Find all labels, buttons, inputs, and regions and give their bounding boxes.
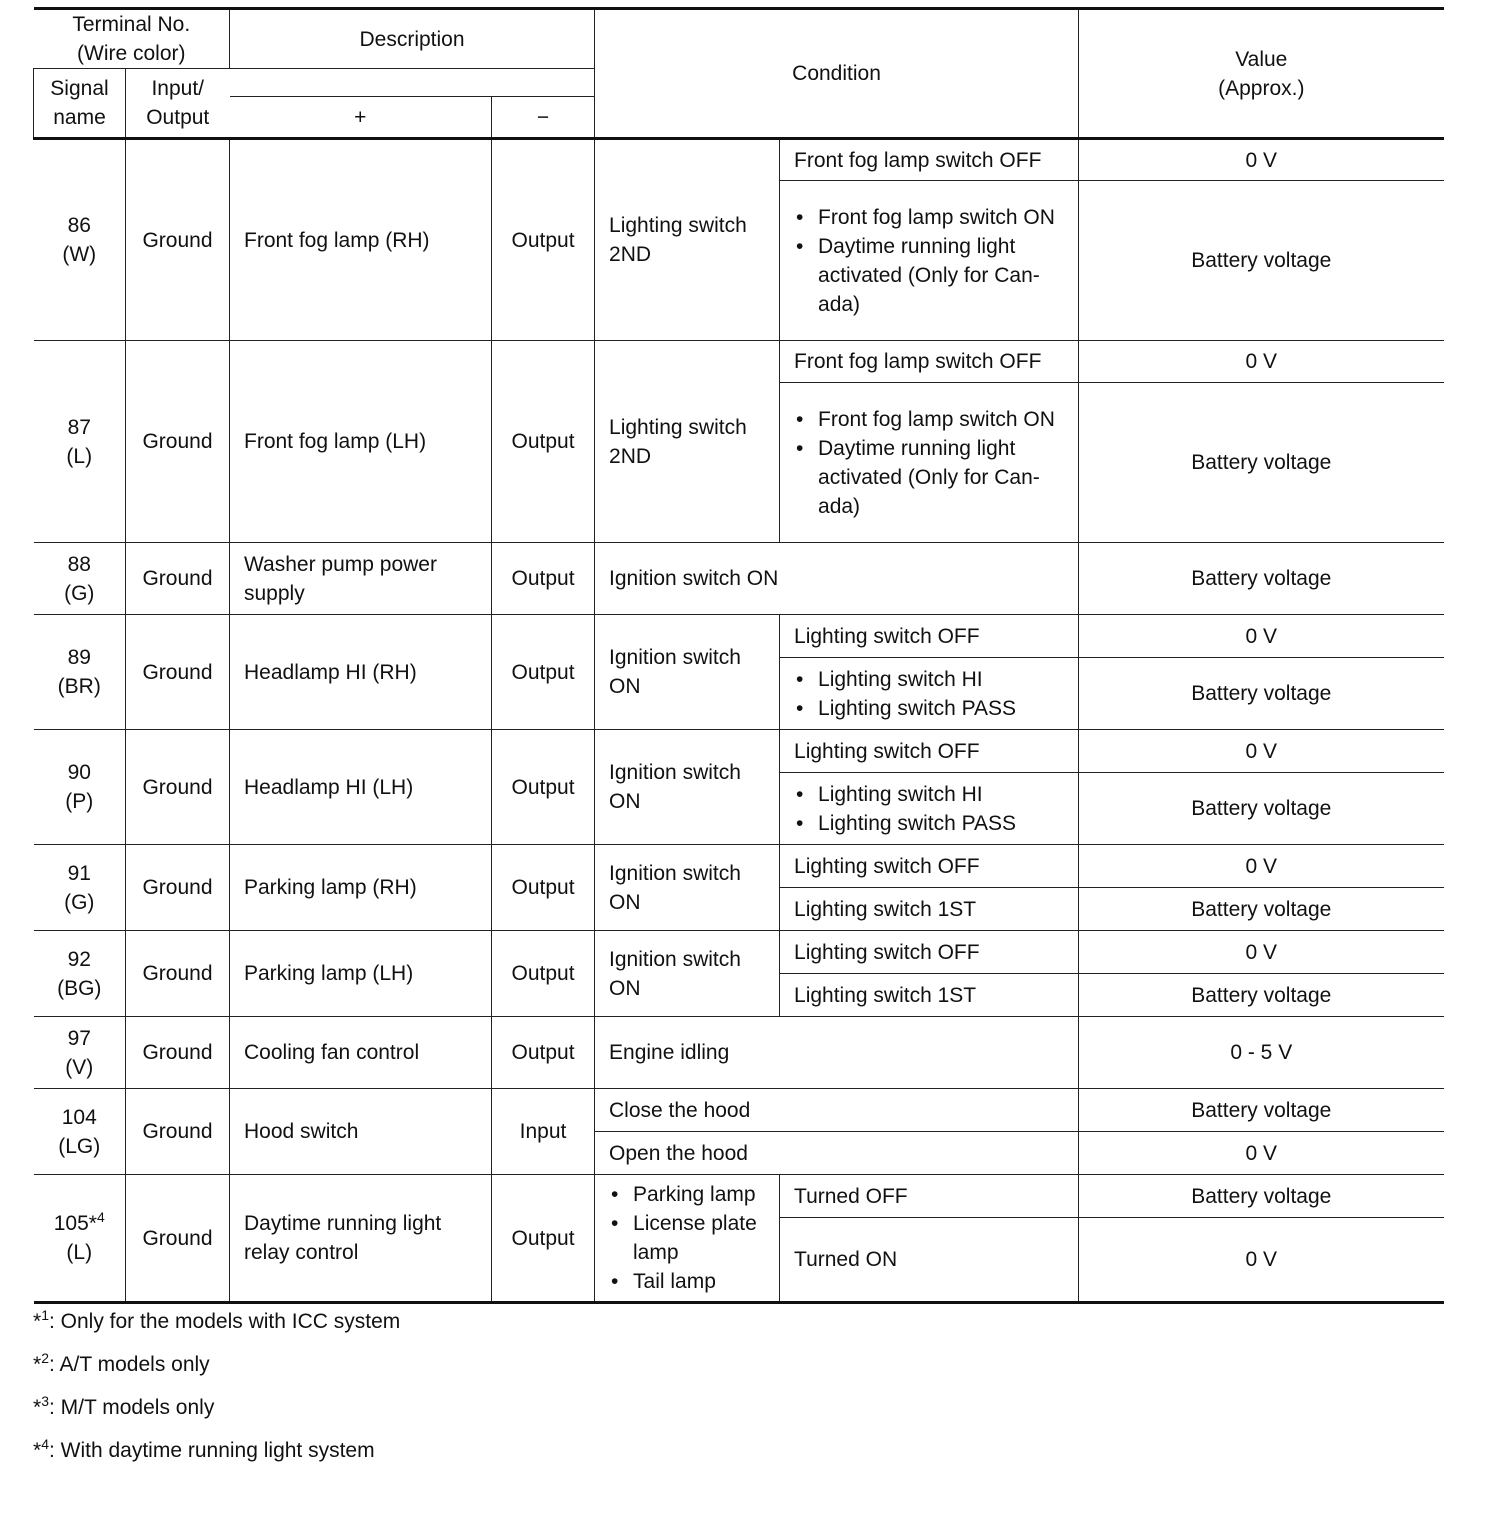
value-header: [1079, 9, 1444, 139]
wire-color-label: (Wire color): [77, 42, 186, 65]
footnote-3: [33, 1386, 400, 1429]
signal-name: Parking lamp (LH): [230, 931, 492, 1017]
footnote-text: : With daytime running light system: [48, 1439, 375, 1462]
terminal-number: 86: [67, 214, 91, 237]
condition-line: Ignition switch: [609, 761, 741, 784]
wire-color: (BG): [57, 976, 102, 1000]
terminal-number: 104: [61, 1105, 97, 1129]
table-row: [34, 615, 1444, 658]
footnote-1: [33, 1300, 400, 1343]
condition-line: ON: [609, 890, 641, 914]
input-label: Input/: [151, 77, 205, 100]
table-row: [34, 931, 1444, 974]
condition-sub: [780, 658, 1079, 730]
footnote-mark: *: [88, 1212, 97, 1235]
table-row: [34, 543, 1444, 615]
signal-name: Front fog lamp (LH): [230, 341, 492, 543]
condition-line: 2ND: [609, 243, 652, 266]
condition-sub: Lighting switch OFF: [780, 615, 1079, 658]
terminal-number: 88: [67, 552, 91, 576]
ground-cell: Ground: [126, 139, 230, 341]
bullet-item: • Parking lamp: [609, 1180, 765, 1209]
io-cell: Output: [492, 341, 595, 543]
io-cell: Output: [492, 615, 595, 730]
table-row: [34, 139, 1444, 181]
minus-header: −: [492, 97, 595, 139]
condition-line: Ignition switch: [609, 861, 741, 885]
condition-sub: Lighting switch OFF: [780, 845, 1079, 888]
condition-main: Open the hood: [595, 1132, 1079, 1175]
ground-cell: Ground: [126, 1089, 230, 1175]
value-cell: Battery voltage: [1079, 543, 1444, 615]
condition-line: Lighting switch: [609, 415, 747, 439]
table-row: [34, 1175, 1444, 1218]
condition-main: [595, 139, 780, 341]
ground-cell: Ground: [126, 845, 230, 931]
footnote-mark: *: [33, 1396, 42, 1419]
wire-color: (L): [66, 444, 93, 468]
footnote-text: : M/T models only: [48, 1396, 215, 1419]
condition-sub: Front fog lamp switch OFF: [780, 139, 1079, 181]
value-cell: 0 - 5 V: [1079, 1017, 1444, 1089]
signal-name: Parking lamp (RH): [230, 845, 492, 931]
ground-cell: Ground: [126, 1017, 230, 1089]
wire-color: (W): [62, 243, 97, 266]
table-row: [34, 341, 1444, 383]
value-cell: Battery voltage: [1079, 181, 1444, 341]
terminal-number: 90: [67, 761, 91, 784]
bullet-item: • License plate lamp: [609, 1209, 765, 1267]
footnote-4: [33, 1429, 400, 1472]
bullet-item: • Front fog lamp switch ON: [794, 405, 1064, 434]
value-cell: Battery voltage: [1079, 658, 1444, 730]
terminal-number: 89: [67, 646, 91, 669]
condition-line: ON: [609, 675, 641, 698]
signal-name: Washer pump power supply: [230, 543, 492, 615]
io-cell: Output: [492, 1175, 595, 1303]
condition-line: ON: [609, 976, 641, 1000]
value-cell: 0 V: [1079, 139, 1444, 181]
signal-name: Headlamp HI (LH): [230, 730, 492, 845]
condition-sub: Lighting switch OFF: [780, 730, 1079, 773]
terminal-number: 87: [67, 415, 91, 439]
footnote-text: : Only for the models with ICC system: [48, 1310, 401, 1333]
terminal-header: [34, 9, 230, 69]
signal-name: Front fog lamp (RH): [230, 139, 492, 341]
condition-sub: Lighting switch OFF: [780, 931, 1079, 974]
condition-main: [595, 341, 780, 543]
value-cell: 0 V: [1079, 615, 1444, 658]
value-cell: Battery voltage: [1079, 888, 1444, 931]
bullet-item: • Lighting switch PASS: [794, 694, 1064, 723]
footnote-number: 3: [41, 1393, 49, 1409]
value-cell: 0 V: [1079, 1218, 1444, 1303]
condition-main: [595, 845, 780, 931]
value-cell: 0 V: [1079, 730, 1444, 773]
signal-name: Daytime running light relay control: [230, 1175, 492, 1303]
footnote-mark: *: [33, 1439, 42, 1462]
wire-color: (V): [65, 1055, 94, 1079]
ground-cell: Ground: [126, 931, 230, 1017]
condition-sub: [780, 773, 1079, 845]
table-row: [34, 1089, 1444, 1132]
condition-main: [595, 615, 780, 730]
condition-line: ON: [609, 790, 641, 813]
value-cell: Battery voltage: [1079, 974, 1444, 1017]
condition-sub: Lighting switch 1ST: [780, 888, 1079, 931]
bullet-item: • Front fog lamp switch ON: [794, 203, 1064, 232]
condition-line: Ignition switch: [609, 947, 741, 971]
table-row: [34, 1017, 1444, 1089]
condition-main: [595, 1175, 780, 1303]
signal-name: Headlamp HI (RH): [230, 615, 492, 730]
condition-main: Ignition switch ON: [595, 543, 1079, 615]
terminal-number: 92: [67, 947, 91, 971]
value-cell: 0 V: [1079, 845, 1444, 888]
condition-main: [595, 931, 780, 1017]
condition-line: 2ND: [609, 444, 652, 468]
value-cell: 0 V: [1079, 1132, 1444, 1175]
table-row: [34, 845, 1444, 888]
bullet-item: • Lighting switch HI: [794, 665, 1064, 694]
output-label: Output: [146, 106, 210, 129]
terminal-table-sheet: [33, 7, 1443, 1304]
io-cell: Output: [492, 139, 595, 341]
condition-sub: Turned OFF: [780, 1175, 1079, 1218]
footnote-text: : A/T models only: [48, 1353, 210, 1376]
footnote-number: 4: [41, 1436, 49, 1452]
condition-sub: Turned ON: [780, 1218, 1079, 1303]
wire-color: (P): [65, 790, 94, 813]
io-cell: Output: [492, 931, 595, 1017]
wire-color: (G): [64, 890, 95, 914]
wire-color: (BR): [57, 675, 101, 698]
table-row: [34, 730, 1444, 773]
bullet-item: • Lighting switch HI: [794, 780, 1064, 809]
bullet-item: • Daytime running light activated (Only for Can-ada): [794, 434, 1064, 521]
value-cell: 0 V: [1079, 931, 1444, 974]
value-cell: Battery voltage: [1079, 773, 1444, 845]
bullet-item: • Tail lamp: [609, 1267, 765, 1296]
ground-cell: Ground: [126, 615, 230, 730]
ground-cell: Ground: [126, 730, 230, 845]
wire-color: (G): [64, 581, 95, 605]
terminal-table: [33, 7, 1444, 1304]
ground-cell: Ground: [126, 543, 230, 615]
bullet-item: • Daytime running light activated (Only for Can-ada): [794, 232, 1064, 319]
condition-main: Engine idling: [595, 1017, 1079, 1089]
footnote-number: 1: [41, 1307, 49, 1323]
signal-name-header: Signal name: [34, 69, 126, 139]
plus-header: +: [230, 97, 492, 139]
footnote-ref: 4: [96, 1209, 105, 1225]
description-header: Description: [230, 9, 595, 69]
terminal-number: 91: [67, 861, 91, 885]
value-cell: 0 V: [1079, 341, 1444, 383]
condition-main: Close the hood: [595, 1089, 1079, 1132]
footnote-2: [33, 1343, 400, 1386]
input-output-header: [126, 69, 230, 139]
condition-line: Lighting switch: [609, 214, 747, 237]
condition-sub: Front fog lamp switch OFF: [780, 341, 1079, 383]
signal-name: Cooling fan control: [230, 1017, 492, 1089]
footnote-number: 2: [41, 1350, 49, 1366]
io-cell: Output: [492, 1017, 595, 1089]
io-cell: Input: [492, 1089, 595, 1175]
approx-label: (Approx.): [1218, 76, 1305, 100]
wire-color: (L): [66, 1241, 93, 1264]
condition-sub: Lighting switch 1ST: [780, 974, 1079, 1017]
terminal-no-label: Terminal No.: [72, 13, 191, 36]
io-cell: Output: [492, 730, 595, 845]
ground-cell: Ground: [126, 1175, 230, 1303]
value-cell: Battery voltage: [1079, 383, 1444, 543]
condition-sub: [780, 181, 1079, 341]
terminal-number: 105*$^4$: [53, 1209, 105, 1235]
value-label: Value: [1235, 47, 1288, 71]
footnotes: [33, 1300, 400, 1472]
footnote-mark: *: [33, 1353, 42, 1376]
value-cell: Battery voltage: [1079, 1089, 1444, 1132]
value-cell: Battery voltage: [1079, 1175, 1444, 1218]
footnote-mark: *: [33, 1310, 42, 1333]
terminal-number: 97: [67, 1026, 91, 1050]
condition-sub: [780, 383, 1079, 543]
signal-name: Hood switch: [230, 1089, 492, 1175]
condition-header: Condition: [595, 9, 1079, 139]
condition-main: [595, 730, 780, 845]
io-cell: Output: [492, 845, 595, 931]
condition-line: Ignition switch: [609, 646, 741, 669]
wire-color: (LG): [58, 1134, 101, 1158]
ground-cell: Ground: [126, 341, 230, 543]
bullet-item: • Lighting switch PASS: [794, 809, 1064, 838]
io-cell: Output: [492, 543, 595, 615]
